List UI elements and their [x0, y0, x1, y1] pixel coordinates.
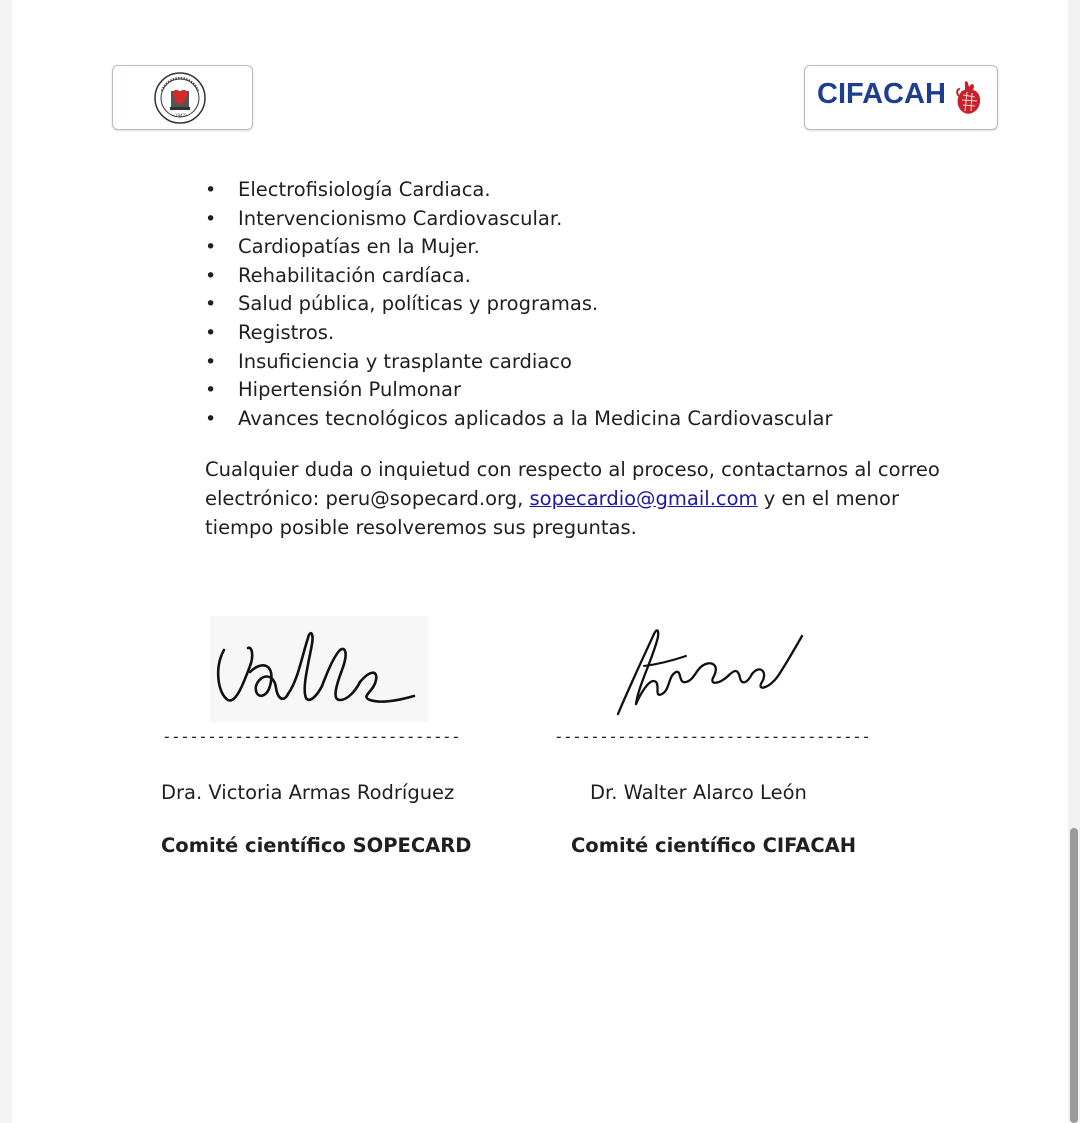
committee-right: Comité científico CIFACAH	[571, 834, 857, 857]
signer-name-left: Dra. Victoria Armas Rodríguez	[161, 781, 455, 804]
committee-left: Comité científico SOPECARD	[161, 834, 472, 857]
list-item: • Insuficiencia y trasplante cardiaco	[205, 348, 832, 377]
signature-right-image	[610, 620, 810, 720]
svg-text:•1947•: •1947•	[172, 113, 188, 118]
contact-line-3: tiempo posible resolveremos sus preguntas.	[205, 516, 637, 539]
signature-line-left: ---------------------------------	[162, 727, 461, 746]
sopecard-logo	[112, 65, 253, 130]
topics-list	[205, 176, 832, 433]
signer-name-right: Dr. Walter Alarco León	[590, 781, 807, 804]
list-item: • Electrofisiología Cardiaca.	[205, 176, 832, 205]
list-item: • Avances tecnológicos aplicados a la Medicina Cardiovascular	[205, 405, 832, 434]
cifacah-logo-text: CIFACAH	[817, 78, 946, 110]
contact-line-2-suffix: y en el menor	[757, 487, 899, 510]
list-item: • Registros.	[205, 319, 832, 348]
scrollbar-thumb[interactable]	[1070, 828, 1078, 1123]
vertical-scrollbar[interactable]	[1068, 0, 1080, 1123]
cifacah-logo	[804, 65, 998, 130]
list-item: • Cardiopatías en la Mujer.	[205, 233, 832, 262]
list-item: • Salud pública, políticas y programas.	[205, 290, 832, 319]
contact-line-2	[205, 484, 965, 513]
document-page	[12, 0, 1068, 1123]
signature-left-image	[210, 616, 428, 722]
contact-line-1: Cualquier duda o inquietud con respecto al proceso, contactarnos al correo	[205, 458, 940, 481]
signature-line-right: -----------------------------------	[554, 727, 871, 746]
list-item: • Hipertensión Pulmonar	[205, 376, 832, 405]
list-item: • Intervencionismo Cardiovascular.	[205, 205, 832, 234]
anatomical-heart-icon	[953, 79, 983, 117]
email-link[interactable]: sopecardio@gmail.com	[529, 487, 758, 510]
contact-paragraph	[205, 455, 965, 542]
list-item: • Rehabilitación cardíaca.	[205, 262, 832, 291]
sopecard-seal-icon	[150, 71, 210, 125]
contact-line-2-prefix: electrónico: peru@sopecard.org,	[205, 487, 530, 510]
